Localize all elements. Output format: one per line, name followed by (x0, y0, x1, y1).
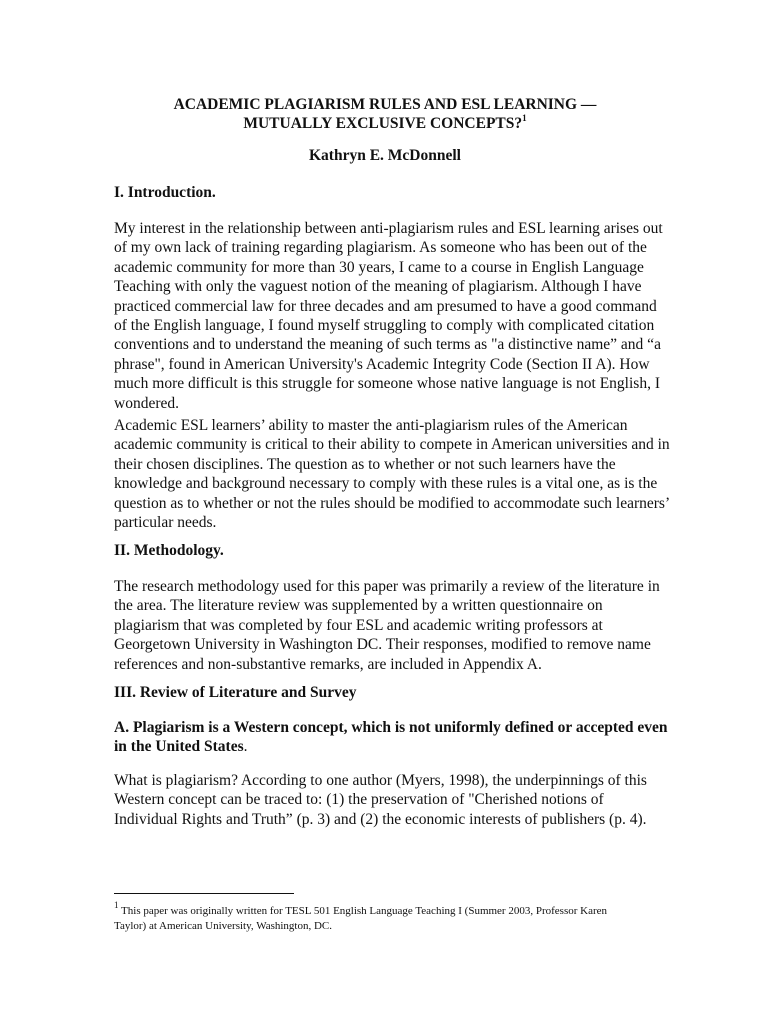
intro-paragraph-2 (114, 416, 671, 532)
subsection-heading-a (114, 718, 668, 756)
title-line-1: ACADEMIC PLAGIARISM RULES AND ESL LEARNING — (173, 96, 597, 113)
author-name: Kathryn E. McDonnell (309, 147, 461, 164)
text-line: phrase", found in American University's Academic Integrity Code (Section II A). How (114, 355, 650, 373)
methodology-paragraph (114, 577, 664, 674)
text-line: of my own lack of training regarding plagiarism. As someone who has been out of the (114, 239, 647, 257)
paper-title (0, 95, 770, 133)
section-heading-methodology: II. Methodology. (114, 542, 224, 559)
title-footnote-marker[interactable]: 1 (522, 112, 527, 123)
text-line: Western concept can be traced to: (1) the preservation of "Cherished notions of (114, 791, 604, 809)
text-line: of the English language, I found myself struggling to comply with complicated citation (114, 317, 655, 335)
subsection-a-line-2 (114, 737, 659, 756)
text-line: practiced commercial law for three decades and am presumed to have a good command (114, 297, 657, 315)
footnote-line-1 (114, 900, 674, 919)
text-line: Georgetown University in Washington DC. Their responses, modified to remove name (114, 636, 651, 654)
text-line: wondered. (114, 394, 179, 412)
text-line: particular needs. (114, 514, 217, 532)
text-line: Teaching with only the vaguest notion of the meaning of plagiarism. Although I have (114, 278, 642, 296)
footnote-marker: 1 (114, 900, 119, 911)
title-line-2-text: MUTUALLY EXCLUSIVE CONCEPTS? (243, 115, 523, 132)
text-line: conventions and to understand the meaning of such terms as "a distinctive name” and “a (114, 336, 661, 354)
intro-paragraph-1 (114, 219, 664, 413)
section-heading-introduction: I. Introduction. (114, 184, 216, 201)
text-line: references and non-substantive remarks, are included in Appendix A. (114, 655, 542, 673)
subsection-a-line-1: A. Plagiarism is a Western concept, which is not uniformly defined or accepted even (114, 719, 668, 736)
text-line: My interest in the relationship between anti-plagiarism rules and ESL learning arises out (114, 220, 663, 237)
text-line: the area. The literature review was supplemented by a written questionnaire on (114, 597, 603, 615)
text-line: knowledge and background necessary to comply with these rules is a vital one, as is the (114, 475, 658, 493)
text-line: plagiarism that was completed by four ESL and academic writing professors at (114, 616, 603, 634)
footnote-line-2: Taylor) at American University, Washington, DC. (114, 920, 332, 932)
footnote (114, 900, 674, 934)
text-line: The research methodology used for this paper was primarily a review of the literature in (114, 578, 660, 595)
text-line: Individual Rights and Truth” (p. 3) and (2) the economic interests of publishers (p. 4). (114, 810, 647, 828)
section-heading-review: III. Review of Literature and Survey (114, 684, 357, 701)
text-line: Academic ESL learners’ ability to master the anti-plagiarism rules of the American (114, 417, 628, 434)
footnote-separator (114, 893, 294, 894)
text-line: What is plagiarism? According to one author (Myers, 1998), the underpinnings of this (114, 772, 647, 789)
text-line: much more difficult is this struggle for someone whose native language is not English, I (114, 375, 660, 393)
text-line: academic community is critical to their ability to compete in American universities and in (114, 436, 670, 454)
text-line: question as to whether or not the rules should be modified to accommodate such learners’ (114, 494, 671, 512)
text-line: their chosen disciplines. The question as to whether or not such learners have the (114, 455, 616, 473)
review-paragraph-1 (114, 771, 664, 829)
title-line-2 (0, 114, 770, 133)
text-line: academic community for more than 30 years, I came to a course in English Language (114, 258, 644, 276)
footnote-line-1-text: This paper was originally written for TESL 501 English Language Teaching I (Summer 2003, Professor Karen (118, 905, 608, 917)
subsection-a-line-2-text: in the United States (114, 738, 244, 755)
subsection-a-period: . (243, 738, 248, 755)
